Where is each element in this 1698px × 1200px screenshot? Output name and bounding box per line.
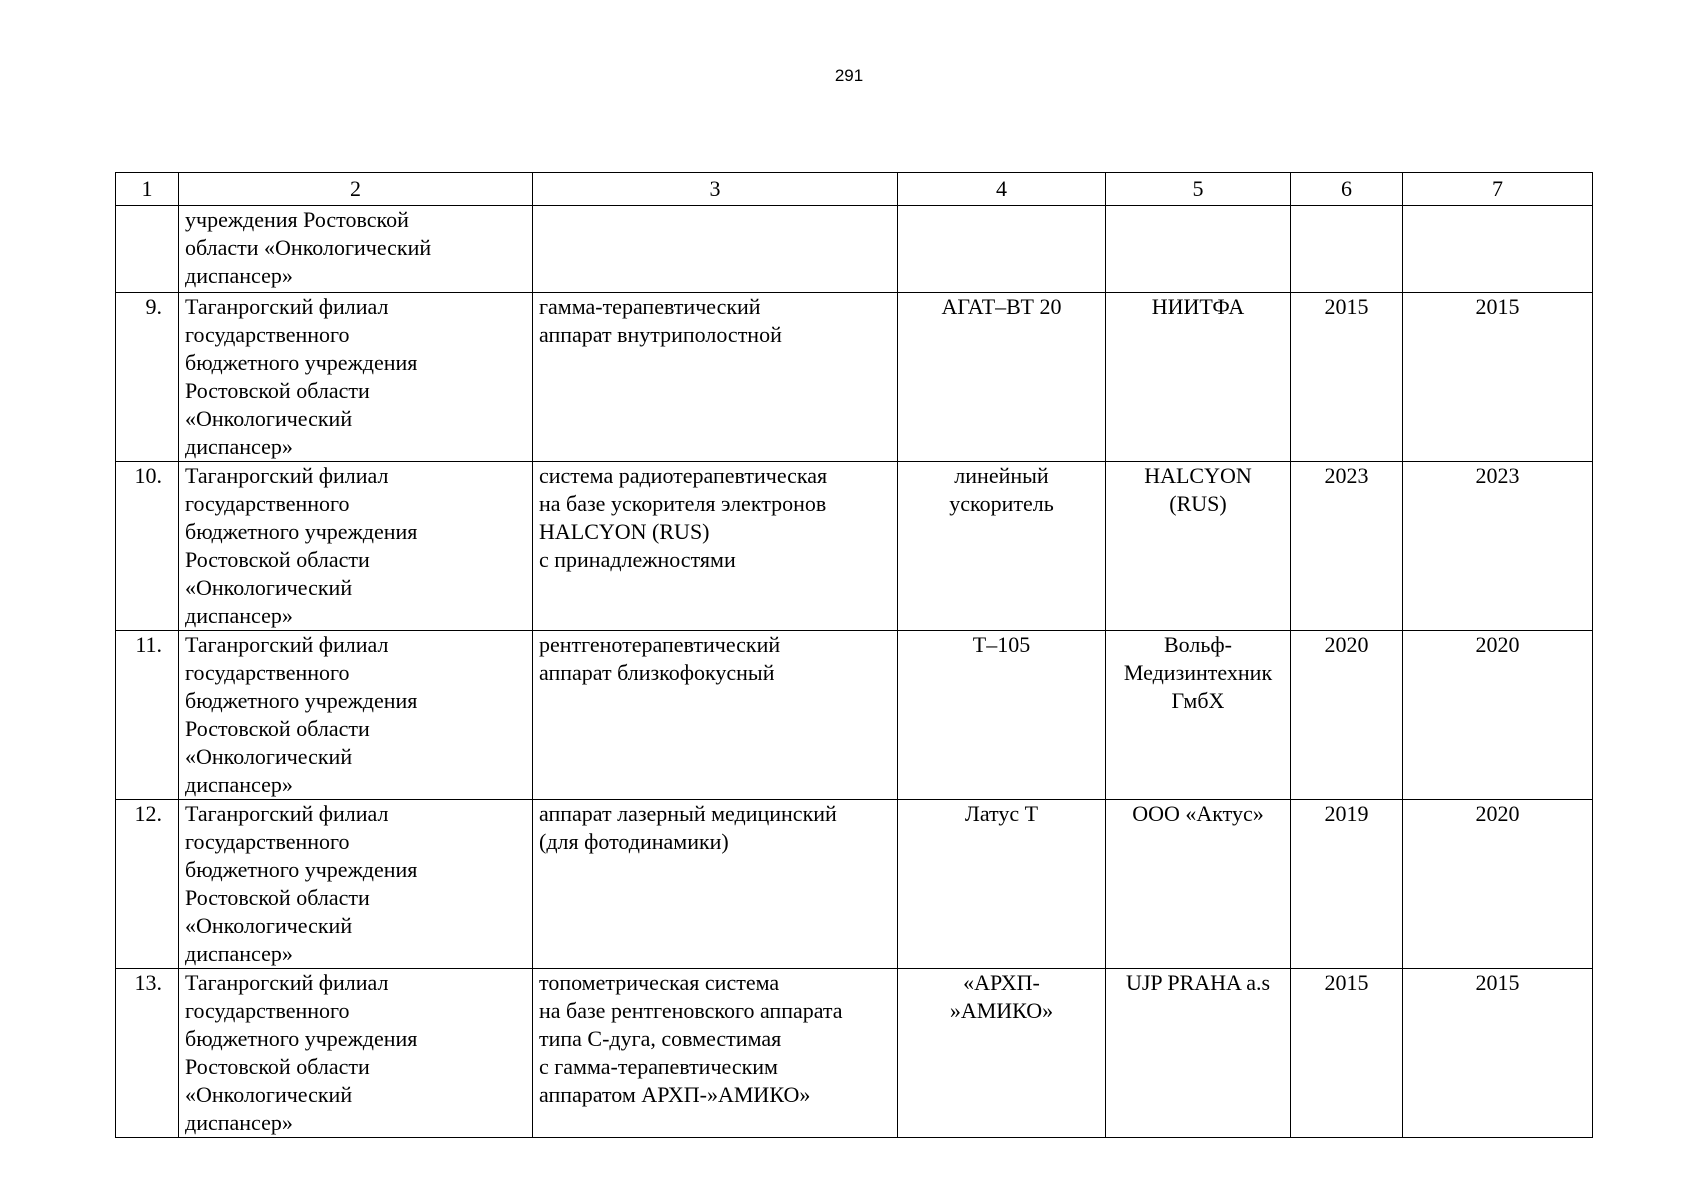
cell-text-line: на базе рентгеновского аппарата: [539, 998, 843, 1023]
cell-text-line: АГАТ–ВТ 20: [941, 294, 1062, 319]
cell-text-line: линейный: [954, 463, 1049, 488]
institution-cell: [179, 969, 533, 1138]
table-row: [116, 293, 1593, 462]
cell-text-line: бюджетного учреждения: [185, 1026, 418, 1051]
table-row: [116, 462, 1593, 631]
cell-text-line: аппаратом АРХП-»АМИКО»: [539, 1082, 811, 1107]
cell-text-line: «АРХП-: [963, 970, 1040, 995]
year-commissioned-cell: [1403, 206, 1593, 293]
cell-text-line: бюджетного учреждения: [185, 350, 418, 375]
table-row: [116, 206, 1593, 293]
cell-text-line: диспансер»: [185, 1110, 293, 1135]
row-number-cell: [116, 206, 179, 293]
year-made-cell: [1291, 462, 1403, 631]
equipment-name-cell: [533, 969, 898, 1138]
year-made-cell: [1291, 969, 1403, 1138]
row-number-cell: [116, 293, 179, 462]
column-header-4: 4: [898, 173, 1106, 206]
table-header: [116, 173, 1593, 206]
equipment-name-cell: [533, 462, 898, 631]
manufacturer-cell: [1106, 631, 1291, 800]
column-header-2: 2: [179, 173, 533, 206]
manufacturer-cell: [1106, 293, 1291, 462]
cell-text: 2015: [1475, 294, 1520, 319]
cell-text-line: ускоритель: [949, 491, 1054, 516]
model-cell: [898, 293, 1106, 462]
cell-text-line: аппарат внутриполостной: [539, 322, 782, 347]
cell-text-line: Таганрогский филиал: [185, 970, 389, 995]
year-commissioned-cell: [1403, 462, 1593, 631]
cell-text: 12.: [134, 801, 162, 826]
column-header-3: 3: [533, 173, 898, 206]
table-body: [116, 206, 1593, 1138]
cell-text-line: ООО «Актус»: [1132, 801, 1264, 826]
cell-text-line: UJP PRAHA a.s: [1125, 970, 1271, 995]
model-cell: [898, 462, 1106, 631]
cell-text: 2020: [1475, 632, 1520, 657]
cell-text: 13.: [134, 970, 162, 995]
cell-text-line: с принадлежностями: [539, 547, 736, 572]
cell-text-line: HALCYON (RUS): [539, 519, 710, 544]
cell-text-line: Ростовской области: [185, 716, 370, 741]
cell-text-line: «Онкологический: [185, 406, 353, 431]
manufacturer-cell: [1106, 969, 1291, 1138]
manufacturer-cell: [1106, 800, 1291, 969]
manufacturer-cell: [1106, 206, 1291, 293]
model-cell: [898, 800, 1106, 969]
equipment-name-cell: [533, 631, 898, 800]
column-header-7: 7: [1403, 173, 1593, 206]
cell-text-line: гамма-терапевтический: [539, 294, 761, 319]
cell-text: 2015: [1475, 970, 1520, 995]
equipment-table: [115, 172, 1593, 1138]
cell-text-line: ГмбХ: [1171, 688, 1225, 713]
cell-text-line: Т–105: [972, 632, 1031, 657]
cell-text-line: рентгенотерапевтический: [539, 632, 781, 657]
cell-text-line: Латус Т: [964, 801, 1039, 826]
cell-text-line: с гамма-терапевтическим: [539, 1054, 778, 1079]
cell-text-line: типа С-дуга, совместимая: [539, 1026, 782, 1051]
cell-text-line: Таганрогский филиал: [185, 632, 389, 657]
cell-text-line: государственного: [185, 829, 350, 854]
cell-text-line: диспансер»: [185, 772, 293, 797]
cell-text: 11.: [135, 632, 162, 657]
table-row: [116, 631, 1593, 800]
cell-text: 2020: [1475, 801, 1520, 826]
column-number-row: [116, 173, 1593, 206]
year-made-cell: [1291, 206, 1403, 293]
institution-cell: [179, 293, 533, 462]
cell-text: 2015: [1324, 294, 1369, 319]
year-commissioned-cell: [1403, 293, 1593, 462]
page-number: 291: [834, 66, 864, 85]
cell-text-line: Ростовской области: [185, 1054, 370, 1079]
cell-text-line: Ростовской области: [185, 547, 370, 572]
cell-text-line: «Онкологический: [185, 913, 353, 938]
cell-text-line: НИИТФА: [1151, 294, 1245, 319]
institution-cell: [179, 800, 533, 969]
cell-text-line: »АМИКО»: [949, 998, 1054, 1023]
year-commissioned-cell: [1403, 969, 1593, 1138]
cell-text: 2023: [1324, 463, 1369, 488]
table-row: [116, 969, 1593, 1138]
cell-text-line: бюджетного учреждения: [185, 519, 418, 544]
cell-text-line: (RUS): [1169, 491, 1227, 516]
cell-text-line: бюджетного учреждения: [185, 857, 418, 882]
cell-text: 2019: [1324, 801, 1369, 826]
institution-cell: [179, 462, 533, 631]
model-cell: [898, 631, 1106, 800]
cell-text-line: Таганрогский филиал: [185, 294, 389, 319]
cell-text-line: «Онкологический: [185, 1082, 353, 1107]
cell-text-line: система радиотерапевтическая: [539, 463, 828, 488]
column-header-5: 5: [1106, 173, 1291, 206]
equipment-name-cell: [533, 293, 898, 462]
cell-text-line: области «Онкологический: [185, 235, 432, 260]
cell-text: 9.: [145, 294, 162, 319]
equipment-name-cell: [533, 800, 898, 969]
cell-text-line: аппарат лазерный медицинский: [539, 801, 837, 826]
cell-text: 10.: [134, 463, 162, 488]
model-cell: [898, 206, 1106, 293]
cell-text-line: Ростовской области: [185, 885, 370, 910]
column-header-1: 1: [116, 173, 179, 206]
cell-text: 2020: [1324, 632, 1369, 657]
institution-cell: [179, 631, 533, 800]
cell-text: 2023: [1475, 463, 1520, 488]
cell-text-line: (для фотодинамики): [539, 829, 729, 854]
institution-cell: [179, 206, 533, 293]
year-commissioned-cell: [1403, 631, 1593, 800]
cell-text-line: аппарат близкофокусный: [539, 660, 775, 685]
table-row: [116, 800, 1593, 969]
cell-text-line: учреждения Ростовской: [185, 207, 409, 232]
cell-text-line: диспансер»: [185, 941, 293, 966]
year-commissioned-cell: [1403, 800, 1593, 969]
cell-text-line: государственного: [185, 660, 350, 685]
cell-text-line: диспансер»: [185, 434, 293, 459]
manufacturer-cell: [1106, 462, 1291, 631]
row-number-cell: [116, 631, 179, 800]
cell-text-line: HALCYON: [1144, 463, 1252, 488]
year-made-cell: [1291, 293, 1403, 462]
cell-text-line: Таганрогский филиал: [185, 801, 389, 826]
year-made-cell: [1291, 800, 1403, 969]
cell-text-line: Вольф-: [1164, 632, 1232, 657]
column-header-6: 6: [1291, 173, 1403, 206]
cell-text-line: на базе ускорителя электронов: [539, 491, 827, 516]
equipment-name-cell: [533, 206, 898, 293]
cell-text-line: «Онкологический: [185, 575, 353, 600]
cell-text-line: топометрическая система: [539, 970, 780, 995]
row-number-cell: [116, 969, 179, 1138]
cell-text-line: государственного: [185, 491, 350, 516]
cell-text-line: государственного: [185, 998, 350, 1023]
cell-text-line: Ростовской области: [185, 378, 370, 403]
cell-text-line: государственного: [185, 322, 350, 347]
cell-text-line: бюджетного учреждения: [185, 688, 418, 713]
year-made-cell: [1291, 631, 1403, 800]
cell-text: 2015: [1324, 970, 1369, 995]
model-cell: [898, 969, 1106, 1138]
row-number-cell: [116, 800, 179, 969]
cell-text-line: «Онкологический: [185, 744, 353, 769]
cell-text-line: Медизинтехник: [1123, 660, 1273, 685]
cell-text-line: диспансер»: [185, 603, 293, 628]
cell-text-line: диспансер»: [185, 263, 293, 288]
row-number-cell: [116, 462, 179, 631]
cell-text-line: Таганрогский филиал: [185, 463, 389, 488]
